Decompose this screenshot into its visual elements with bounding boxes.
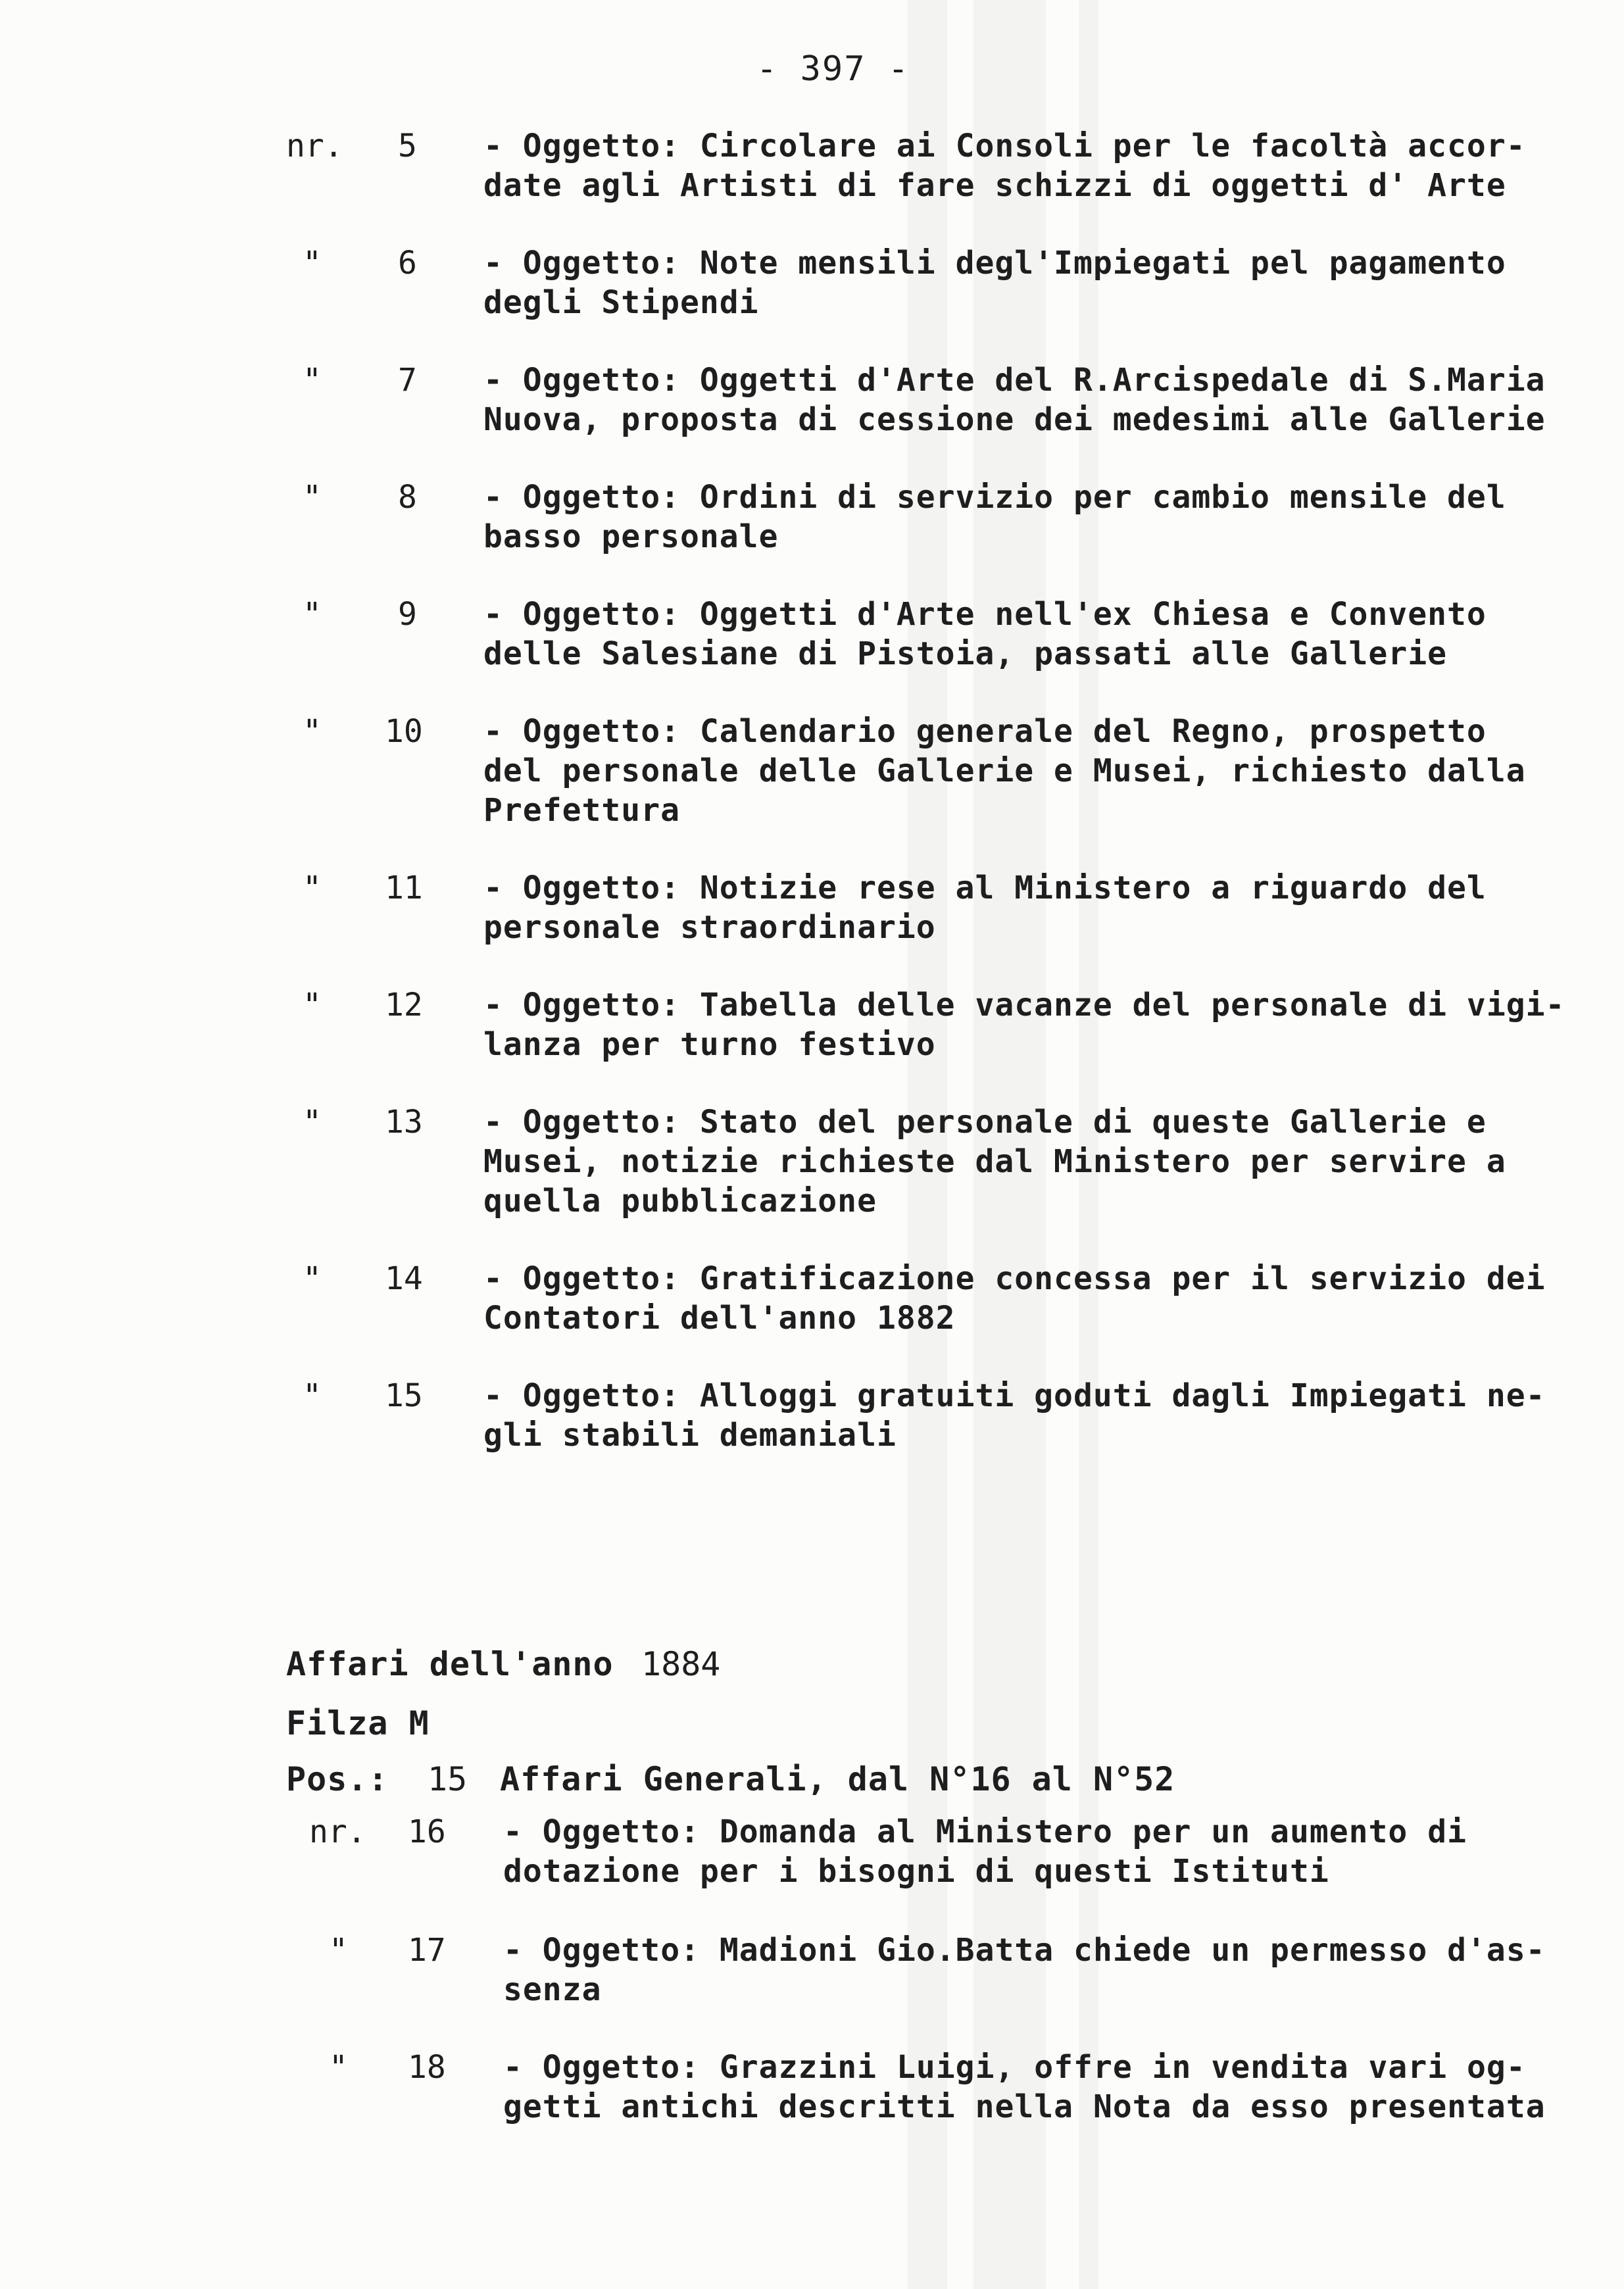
filza-label: Filza M xyxy=(286,1704,430,1742)
entry-line: - Oggetto: Oggetti d'Arte del R.Arcispedale di S.Maria xyxy=(483,362,1546,399)
entry-label: nr. xyxy=(286,128,343,164)
entry-number: 8 xyxy=(398,479,417,516)
entry-number: 12 xyxy=(385,987,423,1023)
entry-number: 6 xyxy=(398,245,417,282)
entry-number: 5 xyxy=(398,128,417,164)
entry-line: quella pubblicazione xyxy=(483,1183,877,1219)
pos-text: Affari Generali, dal N°16 al N°52 xyxy=(500,1760,1175,1798)
entry-line: getti antichi descritti nella Nota da esso presentata xyxy=(503,2088,1546,2125)
entry-line: Musei, notizie richieste dal Ministero per servire a xyxy=(483,1143,1506,1180)
ditto-mark: " xyxy=(329,2049,348,2086)
entry-line: - Oggetto: Tabella delle vacanze del personale di vigi- xyxy=(483,987,1565,1023)
entry-label: nr. xyxy=(309,1813,366,1850)
entry-line: - Oggetto: Madioni Gio.Batta chiede un permesso d'as- xyxy=(503,1932,1546,1969)
entry-line: - Oggetto: Stato del personale di queste Gallerie e xyxy=(483,1104,1487,1141)
entry-number: 16 xyxy=(408,1813,446,1850)
entry-line: dotazione per i bisogni di questi Istituti xyxy=(503,1853,1329,1890)
ditto-mark: " xyxy=(303,713,322,750)
ditto-mark: " xyxy=(303,245,322,282)
entry-line: - Oggetto: Grazzini Luigi, offre in vendita vari og- xyxy=(503,2049,1526,2086)
entry-line: - Oggetto: Calendario generale del Regno, prospetto xyxy=(483,713,1487,750)
entry-number: 10 xyxy=(385,713,423,750)
ditto-mark: " xyxy=(303,987,322,1023)
entry-line: del personale delle Gallerie e Musei, richiesto dalla xyxy=(483,752,1526,789)
ditto-mark: " xyxy=(303,362,322,399)
entry-line: personale straordinario xyxy=(483,909,936,946)
ditto-mark: " xyxy=(303,479,322,516)
pos-number: 15 xyxy=(428,1760,468,1798)
ditto-mark: " xyxy=(329,1932,348,1969)
pos-label: Pos.: xyxy=(286,1760,389,1798)
entry-number: 14 xyxy=(385,1260,423,1297)
entry-number: 15 xyxy=(385,1377,423,1414)
entry-number: 18 xyxy=(408,2049,446,2086)
page-number: - 397 - xyxy=(756,49,910,89)
ditto-mark: " xyxy=(303,596,322,633)
entry-line: degli Stipendi xyxy=(483,284,759,321)
entry-line: Nuova, proposta di cessione dei medesimi alle Gallerie xyxy=(483,401,1546,438)
entry-number: 17 xyxy=(408,1932,446,1969)
entry-line: - Oggetto: Gratificazione concessa per il servizio dei xyxy=(483,1260,1546,1297)
entry-line: - Oggetto: Ordini di servizio per cambio mensile del xyxy=(483,479,1506,516)
entry-line: - Oggetto: Oggetti d'Arte nell'ex Chiesa e Convento xyxy=(483,596,1487,633)
entry-line: - Oggetto: Domanda al Ministero per un aumento di xyxy=(503,1813,1467,1850)
entry-number: 7 xyxy=(398,362,417,399)
entry-line: - Oggetto: Circolare ai Consoli per le facoltà accor- xyxy=(483,128,1526,164)
ditto-mark: " xyxy=(303,870,322,906)
affari-label: Affari dell'anno xyxy=(286,1645,614,1683)
affari-year: 1884 xyxy=(641,1645,721,1683)
entry-line: lanza per turno festivo xyxy=(483,1026,936,1063)
entry-number: 13 xyxy=(385,1104,423,1141)
entry-line: Contatori dell'anno 1882 xyxy=(483,1300,956,1337)
entry-line: basso personale xyxy=(483,518,779,555)
entry-line: gli stabili demaniali xyxy=(483,1417,897,1454)
entry-line: - Oggetto: Notizie rese al Ministero a riguardo del xyxy=(483,870,1487,906)
entry-number: 9 xyxy=(398,596,417,633)
entry-line: senza xyxy=(503,1971,602,2008)
entry-line: - Oggetto: Note mensili degl'Impiegati pel pagamento xyxy=(483,245,1506,282)
entry-line: Prefettura xyxy=(483,792,680,829)
ditto-mark: " xyxy=(303,1104,322,1141)
entry-number: 11 xyxy=(385,870,423,906)
entry-line: - Oggetto: Alloggi gratuiti goduti dagli Impiegati ne- xyxy=(483,1377,1546,1414)
ditto-mark: " xyxy=(303,1260,322,1297)
entry-line: date agli Artisti di fare schizzi di oggetti d' Arte xyxy=(483,167,1506,204)
ditto-mark: " xyxy=(303,1377,322,1414)
entry-line: delle Salesiane di Pistoia, passati alle Gallerie xyxy=(483,635,1448,672)
